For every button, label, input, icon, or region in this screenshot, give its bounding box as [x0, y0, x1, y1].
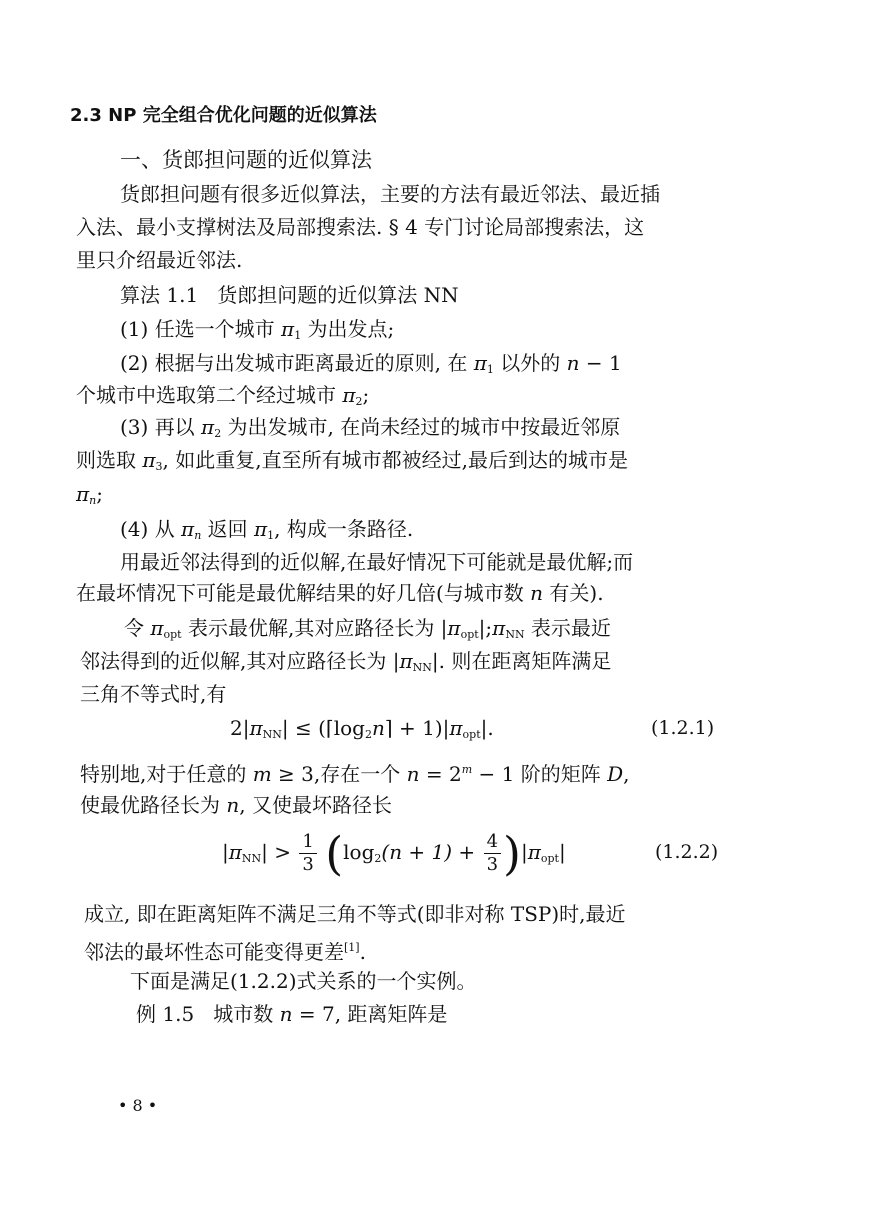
step-4: (4) 从 $\pi_n$ 返回 $\pi_1$, 构成一条路径.	[120, 517, 414, 542]
step-3-line-2: 则选取 $\pi_3$, 如此重复,直至所有城市都被经过,最后到达的城市是	[76, 448, 628, 473]
fraction-four-thirds: $\frac{4}{3}$	[484, 831, 501, 876]
step-3-line-1: (3) 再以 $\pi_2$ 为出发城市, 在尚未经过的城市中按最近邻原	[120, 415, 621, 440]
equation-number-1-2-1: (1.2.1)	[651, 717, 715, 739]
intro-line-1: 货郎担问题有很多近似算法，主要的方法有最近邻法、最近插	[120, 182, 660, 206]
intro-line-2: 入法、最小支撑树法及局部搜索法. § 4 专门讨论局部搜索法，这	[76, 215, 645, 239]
paragraph-3-line-2: 使最优路径长为 n, 又使最坏路径长	[80, 793, 392, 817]
intro-line-3: 里只介绍最近邻法.	[76, 248, 243, 272]
fraction-one-third: $\frac{1}{3}$	[299, 831, 316, 876]
paragraph-5: 下面是满足(1.2.2)式关系的一个实例。	[130, 969, 477, 993]
subsection-heading: 一、货郎担问题的近似算法	[120, 148, 372, 172]
step-2-line-1: (2) 根据与出发城市距离最近的原则, 在 $\pi_1$ 以外的 n − 1	[120, 351, 622, 376]
paragraph-2-line-2: 邻法得到的近似解,其对应路径长为 $|\pi_{NN}|$. 则在距离矩阵满足	[80, 649, 612, 674]
paragraph-2-line-3: 三角不等式时,有	[80, 682, 227, 706]
example-line: 例 1.5 城市数 n = 7, 距离矩阵是	[136, 1002, 448, 1026]
paragraph-1-line-1: 用最近邻法得到的近似解,在最好情况下可能就是最优解;而	[120, 550, 634, 574]
paragraph-4-line-1: 成立, 即在距离矩阵不满足三角不等式(即非对称 TSP)时,最近	[84, 902, 626, 926]
page-number: • 8 •	[118, 1096, 158, 1115]
paragraph-3-line-1: 特别地,对于任意的 m ≥ 3,存在一个 $n = 2^m - 1$ 阶的矩阵 D,	[80, 762, 630, 786]
citation-ref: [1]	[344, 941, 360, 954]
algorithm-title: 算法 1.1 货郎担问题的近似算法 NN	[120, 283, 459, 307]
paragraph-2-line-1: 令 $\pi_{opt}$ 表示最优解,其对应路径长为 $|\pi_{opt}|;\pi_{NN}$ 表示最近	[124, 616, 611, 641]
equation-1-2-1: $2|\pi_{NN}|$ ≤ $(⌈\log_2n⌉ + 1)|\pi_{opt}|$.	[230, 716, 494, 741]
step-3-line-3: $\pi_n$;	[76, 482, 103, 507]
equation-number-1-2-2: (1.2.2)	[655, 841, 719, 863]
equation-1-2-2: $|\pi_{NN}|$ > $\frac{1}{3}$ ($\log_2(n + 1)$ + $\frac{4}{3}$ )$|\pi_{opt}|$	[222, 826, 566, 881]
section-heading: 2.3 NP 完全组合优化问题的近似算法	[70, 105, 377, 126]
step-2-line-2: 个城市中选取第二个经过城市 $\pi_2$;	[76, 383, 370, 408]
step-1: (1) 任选一个城市 $\pi_1$ 为出发点;	[120, 317, 395, 342]
paragraph-4-line-2: 邻法的最坏性态可能变得更差[1].	[84, 940, 366, 964]
paragraph-1-line-2: 在最坏情况下可能是最优解结果的好几倍(与城市数 n 有关).	[76, 581, 604, 605]
